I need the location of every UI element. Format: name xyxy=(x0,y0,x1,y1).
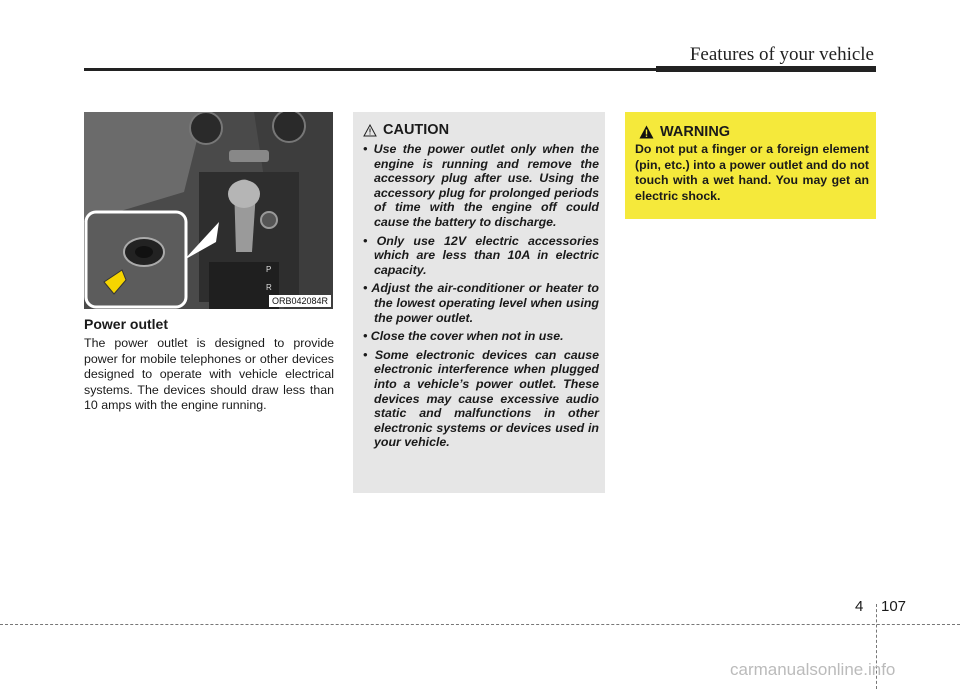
warning-box xyxy=(625,112,876,219)
page-header-title: Features of your vehicle xyxy=(689,44,874,65)
caution-item: • Close the cover when not in use. xyxy=(363,329,564,344)
footer-rule xyxy=(0,624,960,625)
header-rule-accent xyxy=(656,66,876,72)
warning-triangle-icon xyxy=(639,125,654,139)
console-illustration xyxy=(84,112,333,309)
caution-item: • Some electronic devices can cause electronic interference when plugged into a vehicle’s power outlet. These devices may cause excessive audio static and malfunctions in other electronic systems or devices used in your vehicle. xyxy=(363,347,599,450)
caution-item: • Adjust the air-conditioner or heater to the lowest operating level when using the power outlet. xyxy=(363,281,599,325)
figure-caption: ORB042084R xyxy=(269,295,331,307)
page-number: 107 xyxy=(881,598,907,615)
caution-list xyxy=(363,142,599,454)
warning-title: WARNING xyxy=(660,124,731,140)
caution-triangle-icon xyxy=(363,124,377,137)
caution-item: • Use the power outlet only when the engine is running and remove the accessory plug after use. Using the accessory plug for prolonged periods of time with the engine off could cause the battery to discharge. xyxy=(363,142,599,229)
caution-item: • Only use 12V electric accessories which are less than 10A in electric capacity. xyxy=(363,233,599,277)
caution-header xyxy=(363,122,449,138)
power-outlet-photo xyxy=(84,112,333,309)
caution-title: CAUTION xyxy=(383,122,450,138)
chapter-number: 4 xyxy=(855,598,864,615)
section-body: The power outlet is designed to provide power for mobile telephones or other devices designed to operate with vehicle electrical systems. The devices should draw less than 10 amps with the engine running. xyxy=(84,336,334,412)
svg-text:P: P xyxy=(266,265,272,274)
caution-box xyxy=(353,112,605,493)
warning-header xyxy=(639,124,730,140)
svg-text:R: R xyxy=(266,283,272,292)
section-title: Power outlet xyxy=(84,316,169,332)
watermark: carmanualsonline.info xyxy=(730,660,896,679)
warning-text: Do not put a finger or a foreign element (pin, etc.) into a power outlet and do not touch with a wet hand. You may get an electric shock. xyxy=(635,142,869,203)
